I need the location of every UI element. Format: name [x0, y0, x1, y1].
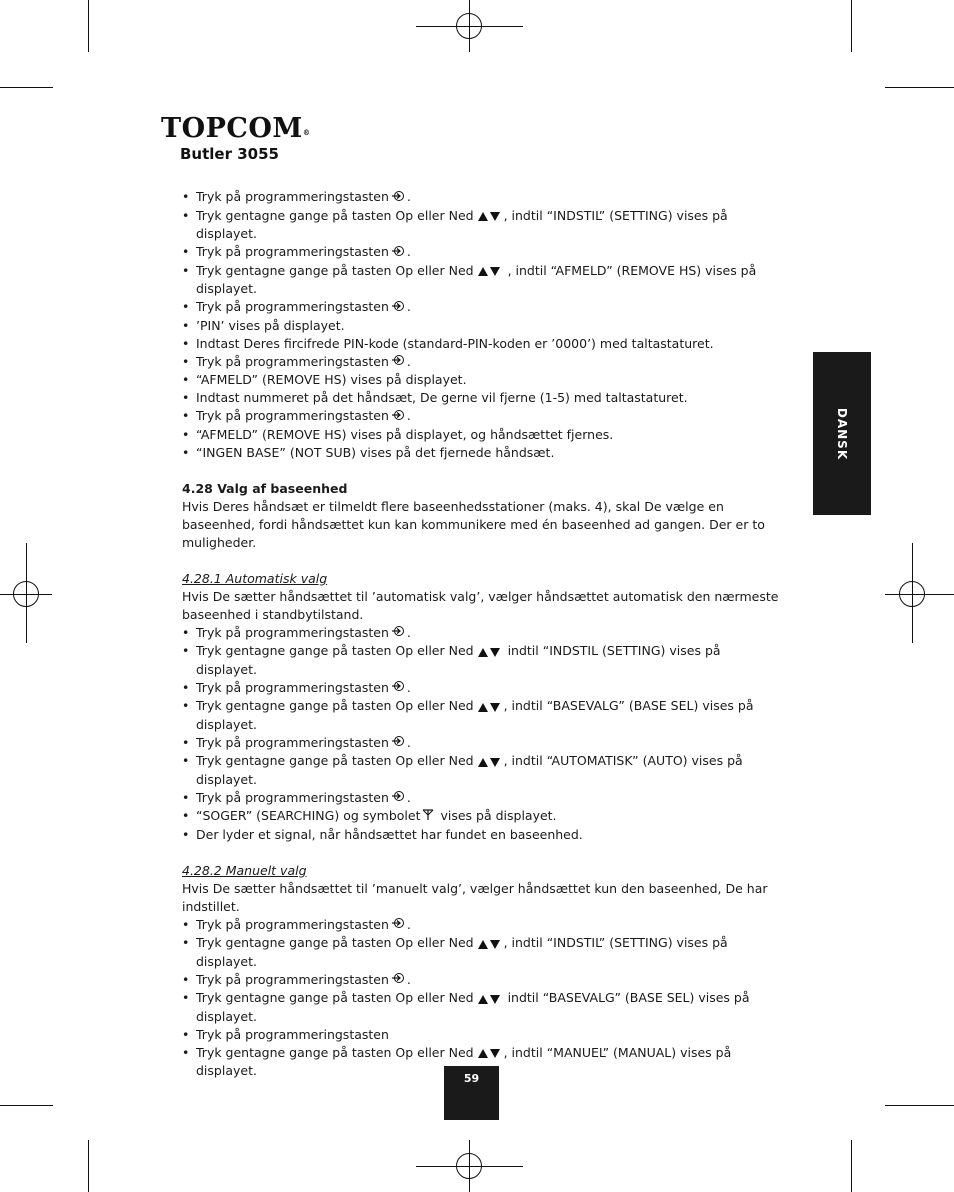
list-item-text-tail: . — [406, 971, 411, 987]
list-item-text-tail: , indtil “INDSTIL” (SETTING) vises på displayet. — [196, 935, 728, 969]
list-item-text-continuation: displayet. — [196, 1008, 257, 1024]
list-item-text-tail: , indtil “MANUEL” (MANUAL) vises på — [503, 1044, 732, 1060]
list-item — [182, 353, 782, 372]
page-number-label: 59 — [463, 1072, 480, 1085]
list-item-text-tail: , indtil “INDSTIL” (SETTING) vises på — [503, 207, 728, 223]
list-item-text-tail: . — [406, 408, 411, 423]
list-item-text-tail: . — [406, 353, 411, 369]
list-item — [182, 243, 782, 262]
list-item — [182, 697, 782, 734]
list-item-text: “AFMELD” (REMOVE HS) vises på displayet, og håndsættet fjernes. — [196, 426, 614, 442]
paragraph-line: Hvis De sætter håndsættet til ’manuelt valg’, vælger håndsættet kun den baseenhed, De har — [182, 880, 768, 896]
list-item — [182, 188, 782, 207]
list-item-text-tail: indtil “INDSTIL (SETTING) vises på displayet. — [196, 643, 721, 677]
list-item-text: Tryk på programmeringstasten — [196, 624, 389, 640]
section-paragraph-4-28-2 — [182, 880, 782, 916]
paragraph-line: baseenhed i standbytilstand. — [182, 606, 364, 622]
instruction-list-automatic — [182, 624, 782, 844]
brand-logo — [161, 114, 310, 144]
list-item — [182, 407, 782, 426]
up-down-arrows-icon — [476, 262, 502, 280]
list-item — [182, 298, 782, 317]
list-item-text: Tryk gentagne gange på tasten Op eller Ned — [196, 990, 474, 1005]
list-item-text: Indtast Deres fircifrede PIN-kode (standard-PIN-koden er ’0000’) med taltastaturet. — [196, 335, 714, 351]
programming-key-icon — [391, 408, 405, 426]
list-item-text-tail: vises på displayet. — [436, 808, 557, 823]
list-item-text: Tryk gentagne gange på tasten Op eller Ned — [196, 207, 474, 223]
list-item — [182, 444, 782, 462]
list-item-text: Tryk gentagne gange på tasten Op eller Ned — [196, 262, 474, 278]
list-item — [182, 752, 782, 789]
list-item-text-tail: . — [406, 244, 411, 259]
list-item — [182, 335, 782, 353]
list-item — [182, 807, 782, 826]
programming-key-icon — [391, 353, 405, 371]
paragraph-line: Hvis Deres håndsæt er tilmeldt flere baseenhedsstationer (maks. 4), skal De vælge en — [182, 498, 724, 514]
page-number — [444, 1066, 499, 1120]
list-item — [182, 934, 782, 971]
list-item-text-tail: . — [406, 734, 411, 750]
programming-key-icon — [391, 189, 405, 207]
registered-mark: ® — [302, 128, 311, 137]
programming-key-icon — [391, 789, 405, 807]
list-item — [182, 971, 782, 990]
section-heading-4-28-2: 4.28.2 Manuelt valg — [182, 862, 307, 878]
list-item-text: Tryk på programmeringstasten — [196, 353, 389, 369]
list-item-text: Der lyder et signal, når håndsættet har fundet en baseenhed. — [196, 826, 583, 842]
up-down-arrows-icon — [476, 207, 502, 225]
list-item-text: Tryk på programmeringstasten — [196, 734, 389, 750]
list-item-text: Tryk gentagne gange på tasten Op eller Ned — [196, 935, 474, 950]
up-down-arrows-icon — [476, 753, 502, 771]
paragraph-line: Hvis De sætter håndsættet til ’automatisk valg’, vælger håndsættet automatisk den nærmeste — [182, 588, 779, 604]
language-tab — [813, 352, 871, 515]
list-item-text: “AFMELD” (REMOVE HS) vises på displayet. — [196, 372, 467, 387]
programming-key-icon — [391, 971, 405, 989]
list-item-text: “INGEN BASE” (NOT SUB) vises på det fjernede håndsæt. — [196, 444, 555, 460]
model-name: Butler 3055 — [180, 145, 279, 163]
programming-key-icon — [391, 244, 405, 262]
brand-logo-text: TOPCOM — [161, 113, 303, 144]
list-item-text: Tryk gentagne gange på tasten Op eller Ned — [196, 753, 474, 768]
list-item-text-tail: , indtil “AUTOMATISK” (AUTO) vises på — [503, 753, 743, 768]
list-item-text: Tryk på programmeringstasten — [196, 189, 389, 204]
instruction-list-manual — [182, 916, 782, 1081]
list-item-text-continuation: displayet. — [196, 281, 257, 296]
list-item — [182, 989, 782, 1026]
list-item-text: Tryk gentagne gange på tasten Op eller Ned — [196, 643, 474, 658]
programming-key-icon — [391, 734, 405, 752]
up-down-arrows-icon — [476, 1044, 502, 1062]
list-item-text-tail: . — [406, 189, 411, 204]
section-paragraph-4-28-1 — [182, 588, 782, 624]
paragraph-line: indstillet. — [182, 898, 240, 914]
list-item — [182, 734, 782, 753]
list-item — [182, 207, 782, 244]
programming-key-icon — [391, 916, 405, 934]
list-item-text: Tryk gentagne gange på tasten Op eller Ned — [196, 1044, 474, 1060]
list-item-text-continuation: displayet. — [196, 226, 257, 241]
list-item-text: Tryk på programmeringstasten — [196, 299, 389, 314]
list-item-text: Tryk på programmeringstasten — [196, 789, 389, 805]
list-item-text: Tryk på programmeringstasten — [196, 916, 389, 932]
list-item — [182, 371, 782, 389]
list-item-text-tail: indtil “BASEVALG” (BASE SEL) vises på — [503, 990, 750, 1005]
list-item-text: Tryk på programmeringstasten — [196, 1026, 389, 1042]
list-item-text-tail: . — [406, 299, 411, 314]
list-item-text-tail: . — [406, 916, 411, 932]
language-tab-label: DANSK — [835, 407, 849, 460]
list-item — [182, 916, 782, 935]
list-item-text-tail: , indtil “AFMELD” (REMOVE HS) vises på — [503, 262, 757, 278]
list-item — [182, 789, 782, 808]
list-item-text-tail: . — [406, 679, 411, 695]
list-item-text: Tryk på programmeringstasten — [196, 408, 389, 423]
instruction-list-removal — [182, 188, 782, 462]
list-item — [182, 262, 782, 299]
main-content — [182, 188, 782, 1080]
list-item — [182, 1026, 782, 1044]
list-item — [182, 826, 782, 844]
up-down-arrows-icon — [476, 935, 502, 953]
section-paragraph-4-28 — [182, 498, 782, 552]
section-heading-4-28: 4.28 Valg af baseenhed — [182, 480, 348, 496]
up-down-arrows-icon — [476, 698, 502, 716]
list-item-text: Tryk gentagne gange på tasten Op eller Ned — [196, 698, 474, 713]
up-down-arrows-icon — [476, 990, 502, 1008]
list-item-text-continuation: displayet. — [196, 1063, 257, 1078]
up-down-arrows-icon — [476, 643, 502, 661]
list-item-text: “SOGER” (SEARCHING) og symbolet — [196, 808, 421, 823]
antenna-icon — [422, 808, 434, 826]
list-item — [182, 624, 782, 643]
list-item — [182, 389, 782, 407]
list-item-text: Tryk på programmeringstasten — [196, 971, 389, 987]
paragraph-line: baseenhed, fordi håndsættet kun kan kommunikere med én baseenhed ad gangen. Der er to — [182, 516, 765, 532]
list-item-text-continuation: displayet. — [196, 771, 257, 787]
list-item — [182, 317, 782, 335]
list-item-text-tail: , indtil “BASEVALG” (BASE SEL) vises på — [503, 698, 754, 713]
list-item-text: Indtast nummeret på det håndsæt, De gerne vil fjerne (1-5) med taltastaturet. — [196, 390, 688, 405]
programming-key-icon — [391, 679, 405, 697]
paragraph-line: muligheder. — [182, 534, 257, 550]
list-item-text: ’PIN’ vises på displayet. — [196, 317, 345, 333]
list-item-text-continuation: displayet. — [196, 716, 257, 732]
programming-key-icon — [391, 299, 405, 317]
list-item — [182, 426, 782, 444]
list-item-text-tail: . — [406, 624, 411, 640]
list-item-text: Tryk på programmeringstasten — [196, 679, 389, 695]
list-item — [182, 642, 782, 679]
list-item-text-tail: . — [406, 789, 411, 805]
list-item — [182, 679, 782, 698]
section-heading-4-28-1: 4.28.1 Automatisk valg — [182, 570, 328, 586]
list-item-text: Tryk på programmeringstasten — [196, 244, 389, 259]
programming-key-icon — [391, 624, 405, 642]
